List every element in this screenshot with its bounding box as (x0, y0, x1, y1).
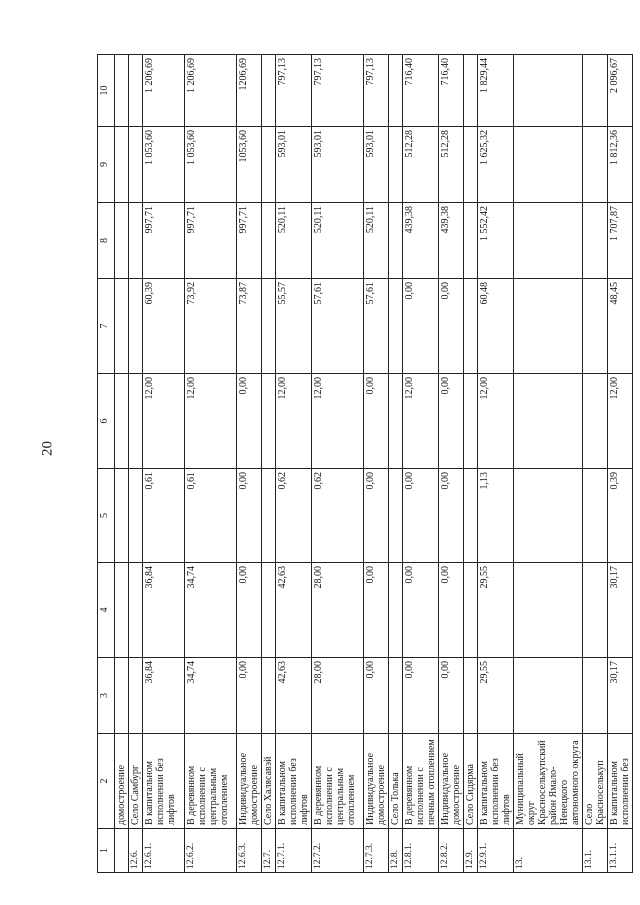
row-code-cell: 12.8.2. (439, 829, 464, 873)
row-code-cell: 12.7. (262, 829, 276, 873)
value-cell-col-6 (389, 374, 403, 469)
value-cell-col-7: 55,57 (276, 279, 312, 374)
column-header-6: 6 (98, 374, 115, 469)
value-cell-col-3: 0,00 (439, 658, 464, 734)
table-row (478, 55, 514, 873)
value-cell-col-6: 12,00 (403, 374, 439, 469)
value-cell-col-6: 12,00 (608, 374, 633, 469)
value-cell-col-6: 0,00 (364, 374, 389, 469)
table-row (439, 55, 464, 873)
row-name-cell: домостроение (115, 734, 129, 829)
row-name-cell: Село Халясавэй (262, 734, 276, 829)
table-row (583, 55, 608, 873)
value-cell-col-3: 42,63 (276, 658, 312, 734)
value-cell-col-9: 1 625,32 (478, 127, 514, 203)
value-cell-col-9 (514, 127, 583, 203)
value-cell-col-3: 30,17 (608, 658, 633, 734)
value-cell-col-9 (129, 127, 143, 203)
value-cell-col-7: 60,39 (143, 279, 185, 374)
value-cell-col-9 (389, 127, 403, 203)
value-cell-col-9 (262, 127, 276, 203)
value-cell-col-4: 0,00 (237, 563, 262, 658)
row-code-cell: 13. (514, 829, 583, 873)
value-cell-col-8: 997,71 (237, 203, 262, 279)
value-cell-col-9: 512,28 (439, 127, 464, 203)
value-cell-col-6 (583, 374, 608, 469)
value-cell-col-7: 0,00 (403, 279, 439, 374)
value-cell-col-10 (262, 55, 276, 127)
value-cell-col-3: 0,00 (364, 658, 389, 734)
value-cell-col-3: 0,00 (403, 658, 439, 734)
value-cell-col-5: 0,39 (608, 469, 633, 563)
value-cell-col-6: 0,00 (237, 374, 262, 469)
row-name-cell: Село Красноселькуп (583, 734, 608, 829)
row-name-cell: Село Самбург (129, 734, 143, 829)
value-cell-col-9: 1053,60 (237, 127, 262, 203)
row-code-cell: 12.9.1. (478, 829, 514, 873)
value-cell-col-7 (464, 279, 478, 374)
row-name-cell: В деревянном исполнении с печным отоплением (403, 734, 439, 829)
value-cell-col-6: 0,00 (439, 374, 464, 469)
value-cell-col-9: 593,01 (312, 127, 364, 203)
value-cell-col-7 (583, 279, 608, 374)
value-cell-col-9 (583, 127, 608, 203)
value-cell-col-7: 57,61 (312, 279, 364, 374)
table-row (364, 55, 389, 873)
value-cell-col-7 (129, 279, 143, 374)
column-header-5: 5 (98, 469, 115, 563)
value-cell-col-10: 1 829,44 (478, 55, 514, 127)
row-name-cell: В капитальном исполнении без лифтов (478, 734, 514, 829)
value-cell-col-4: 0,00 (364, 563, 389, 658)
value-cell-col-10 (389, 55, 403, 127)
value-cell-col-6 (464, 374, 478, 469)
value-cell-col-8 (583, 203, 608, 279)
value-cell-col-9: 1 053,60 (143, 127, 185, 203)
value-cell-col-4: 34,74 (185, 563, 237, 658)
value-cell-col-5 (129, 469, 143, 563)
value-cell-col-10: 1 206,69 (185, 55, 237, 127)
row-code-cell: 12.6.2. (185, 829, 237, 873)
value-cell-col-8 (129, 203, 143, 279)
value-cell-col-10: 1 206,69 (143, 55, 185, 127)
value-cell-col-9: 593,01 (276, 127, 312, 203)
value-cell-col-8: 520,11 (364, 203, 389, 279)
value-cell-col-4 (115, 563, 129, 658)
value-cell-col-6 (514, 374, 583, 469)
value-cell-col-7: 60,48 (478, 279, 514, 374)
column-header-10: 10 (98, 55, 115, 127)
value-cell-col-10 (583, 55, 608, 127)
table-wrapper (97, 55, 631, 873)
row-code-cell: 12.9. (464, 829, 478, 873)
table-row (312, 55, 364, 873)
value-cell-col-7 (389, 279, 403, 374)
value-cell-col-5: 0,00 (403, 469, 439, 563)
table-row (514, 55, 583, 873)
value-cell-col-3 (583, 658, 608, 734)
value-cell-col-3: 34,74 (185, 658, 237, 734)
value-cell-col-3 (115, 658, 129, 734)
value-cell-col-5 (262, 469, 276, 563)
row-name-cell: Индивидуальное домостроение (364, 734, 389, 829)
value-cell-col-4: 0,00 (439, 563, 464, 658)
value-cell-col-9: 1 053,60 (185, 127, 237, 203)
row-code-cell: 12.7.3. (364, 829, 389, 873)
value-cell-col-8 (389, 203, 403, 279)
value-cell-col-8: 997,71 (185, 203, 237, 279)
value-cell-col-4 (262, 563, 276, 658)
value-cell-col-4 (389, 563, 403, 658)
row-code-cell: 12.6.1. (143, 829, 185, 873)
value-cell-col-10: 716,40 (439, 55, 464, 127)
value-cell-col-4 (129, 563, 143, 658)
row-name-cell: В капитальном исполнении без (608, 734, 633, 829)
value-cell-col-8: 439,38 (439, 203, 464, 279)
row-code-cell: 12.6. (129, 829, 143, 873)
tariff-table (97, 54, 633, 873)
value-cell-col-5 (115, 469, 129, 563)
value-cell-col-5 (583, 469, 608, 563)
value-cell-col-3 (129, 658, 143, 734)
row-code-cell (115, 829, 129, 873)
row-code-cell: 13.1. (583, 829, 608, 873)
row-name-cell: Муниципальный округ Красноселькупский район Ямало-Ненецкого автономного округа (514, 734, 583, 829)
table-row (143, 55, 185, 873)
value-cell-col-7: 73,92 (185, 279, 237, 374)
row-name-cell: В капитальном исполнении без лифтов (276, 734, 312, 829)
value-cell-col-6: 12,00 (185, 374, 237, 469)
value-cell-col-4: 42,63 (276, 563, 312, 658)
value-cell-col-7: 48,45 (608, 279, 633, 374)
value-cell-col-5: 0,00 (364, 469, 389, 563)
value-cell-col-10 (464, 55, 478, 127)
value-cell-col-8: 1 707,87 (608, 203, 633, 279)
table-row (262, 55, 276, 873)
value-cell-col-8: 439,38 (403, 203, 439, 279)
value-cell-col-6 (115, 374, 129, 469)
value-cell-col-5: 0,61 (143, 469, 185, 563)
value-cell-col-10: 797,13 (364, 55, 389, 127)
value-cell-col-3 (464, 658, 478, 734)
table-body (115, 55, 633, 873)
row-name-cell: В капитальном исполнении без лифтов (143, 734, 185, 829)
column-header-3: 3 (98, 658, 115, 734)
value-cell-col-4: 0,00 (403, 563, 439, 658)
value-cell-col-8 (514, 203, 583, 279)
column-header-9: 9 (98, 127, 115, 203)
value-cell-col-9: 593,01 (364, 127, 389, 203)
row-name-cell: Индивидуальное домостроение (439, 734, 464, 829)
table-row (276, 55, 312, 873)
value-cell-col-4 (514, 563, 583, 658)
header-row (98, 55, 115, 873)
table-row (389, 55, 403, 873)
value-cell-col-10: 716,40 (403, 55, 439, 127)
table-row (185, 55, 237, 873)
value-cell-col-8 (115, 203, 129, 279)
value-cell-col-4 (583, 563, 608, 658)
value-cell-col-9 (115, 127, 129, 203)
value-cell-col-5 (389, 469, 403, 563)
table-row (608, 55, 633, 873)
column-header-7: 7 (98, 279, 115, 374)
value-cell-col-6: 12,00 (276, 374, 312, 469)
table-row (237, 55, 262, 873)
column-header-1: 1 (98, 829, 115, 873)
value-cell-col-10 (115, 55, 129, 127)
value-cell-col-3: 29,55 (478, 658, 514, 734)
value-cell-col-7 (115, 279, 129, 374)
value-cell-col-10: 797,13 (276, 55, 312, 127)
value-cell-col-5: 0,62 (312, 469, 364, 563)
value-cell-col-8: 997,71 (143, 203, 185, 279)
value-cell-col-6: 12,00 (143, 374, 185, 469)
value-cell-col-8 (262, 203, 276, 279)
value-cell-col-9 (464, 127, 478, 203)
value-cell-col-3: 36,84 (143, 658, 185, 734)
row-code-cell: 12.8. (389, 829, 403, 873)
row-code-cell: 12.6.3. (237, 829, 262, 873)
value-cell-col-3 (262, 658, 276, 734)
row-name-cell: В деревянном исполнении с центральным отоплением (312, 734, 364, 829)
value-cell-col-4: 28,00 (312, 563, 364, 658)
value-cell-col-8: 520,11 (312, 203, 364, 279)
rotated-table-container (97, 55, 631, 873)
value-cell-col-6: 12,00 (312, 374, 364, 469)
value-cell-col-8: 1 552,42 (478, 203, 514, 279)
value-cell-col-7: 73,87 (237, 279, 262, 374)
value-cell-col-5 (514, 469, 583, 563)
row-code-cell: 12.7.2. (312, 829, 364, 873)
value-cell-col-9: 512,28 (403, 127, 439, 203)
value-cell-col-7: 57,61 (364, 279, 389, 374)
value-cell-col-10: 2 096,67 (608, 55, 633, 127)
value-cell-col-3 (389, 658, 403, 734)
value-cell-col-7: 0,00 (439, 279, 464, 374)
column-header-2: 2 (98, 734, 115, 829)
column-header-8: 8 (98, 203, 115, 279)
value-cell-col-5 (464, 469, 478, 563)
value-cell-col-3: 0,00 (237, 658, 262, 734)
value-cell-col-5: 0,00 (439, 469, 464, 563)
table-row (115, 55, 129, 873)
value-cell-col-8 (464, 203, 478, 279)
row-code-cell: 12.8.1. (403, 829, 439, 873)
row-name-cell: Село Сидярма (464, 734, 478, 829)
value-cell-col-6 (262, 374, 276, 469)
value-cell-col-10: 1206,69 (237, 55, 262, 127)
table-row (129, 55, 143, 873)
row-name-cell: В деревянном исполнении с центральным отоплением (185, 734, 237, 829)
value-cell-col-4: 30,17 (608, 563, 633, 658)
value-cell-col-5: 0,00 (237, 469, 262, 563)
table-row (464, 55, 478, 873)
value-cell-col-10 (514, 55, 583, 127)
value-cell-col-4: 29,55 (478, 563, 514, 658)
row-name-cell: Село Толька (389, 734, 403, 829)
value-cell-col-5: 0,61 (185, 469, 237, 563)
value-cell-col-6 (129, 374, 143, 469)
value-cell-col-9: 1 812,36 (608, 127, 633, 203)
row-name-cell: Индивидуальное домостроение (237, 734, 262, 829)
value-cell-col-6: 12,00 (478, 374, 514, 469)
row-code-cell: 13.1.1. (608, 829, 633, 873)
value-cell-col-7 (262, 279, 276, 374)
value-cell-col-10: 797,13 (312, 55, 364, 127)
value-cell-col-3: 28,00 (312, 658, 364, 734)
value-cell-col-7 (514, 279, 583, 374)
column-header-4: 4 (98, 563, 115, 658)
value-cell-col-5: 0,62 (276, 469, 312, 563)
value-cell-col-4 (464, 563, 478, 658)
value-cell-col-8: 520,11 (276, 203, 312, 279)
row-code-cell: 12.7.1. (276, 829, 312, 873)
value-cell-col-3 (514, 658, 583, 734)
table-row (403, 55, 439, 873)
value-cell-col-10 (129, 55, 143, 127)
value-cell-col-5: 1,13 (478, 469, 514, 563)
value-cell-col-4: 36,84 (143, 563, 185, 658)
page-number: 20 (39, 441, 56, 456)
